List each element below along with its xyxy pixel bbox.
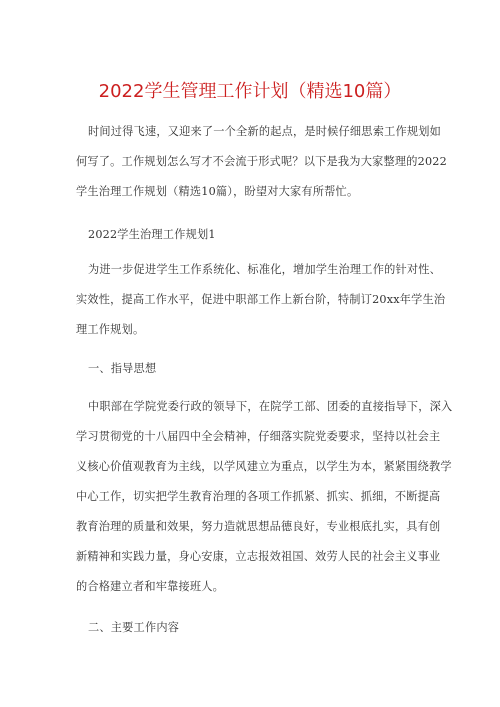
intro-line-2: 何写了。工作规划怎么写才不会流于形式呢？以下是我为大家整理的2022 bbox=[76, 155, 447, 168]
intro-line-3: 学生治理工作规划（精选10篇），盼望对大家有所帮忙。 bbox=[76, 185, 359, 198]
section1-heading: 一、指导思想 bbox=[88, 362, 157, 375]
para2-line-3: 义核心价值观教育为主线，以学风建立为重点，以学生为本，紧紧围绕教学 bbox=[76, 460, 452, 473]
para2-line-6: 新精神和实践力量，身心安康，立志报效祖国、效劳人民的社会主义事业 bbox=[76, 550, 441, 563]
para2-line-2: 学习贯彻党的十八届四中全会精神，仔细落实院党委要求，坚持以社会主 bbox=[76, 430, 441, 443]
para2-line-4: 中心工作，切实把学生教育治理的各项工作抓紧、抓实、抓细，不断提高 bbox=[76, 490, 441, 503]
subheading: 2022学生治理工作规划1 bbox=[88, 228, 216, 241]
para2-line-5: 教育治理的质量和效果，努力造就思想品德良好，专业根底扎实，具有创 bbox=[76, 520, 441, 533]
para1-line-3: 理工作规划。 bbox=[76, 323, 145, 336]
intro-line-1: 时间过得飞速，又迎来了一个全新的起点，是时候仔细思索工作规划如 bbox=[88, 125, 442, 138]
section2-heading: 二、主要工作内容 bbox=[88, 621, 180, 634]
para1-line-2: 实效性，提高工作水平，促进中职部工作上新台阶，特制订20xx年学生治 bbox=[76, 293, 446, 306]
para2-line-1: 中职部在学院党委行政的领导下，在院学工部、团委的直接指导下，深入 bbox=[88, 400, 453, 413]
para2-line-7: 的合格建立者和牢靠接班人。 bbox=[76, 580, 225, 593]
document-title: 2022学生管理工作计划（精选10篇） bbox=[98, 81, 402, 102]
para1-line-1: 为进一步促进学生工作系统化、标准化，增加学生治理工作的针对性、 bbox=[88, 263, 442, 276]
